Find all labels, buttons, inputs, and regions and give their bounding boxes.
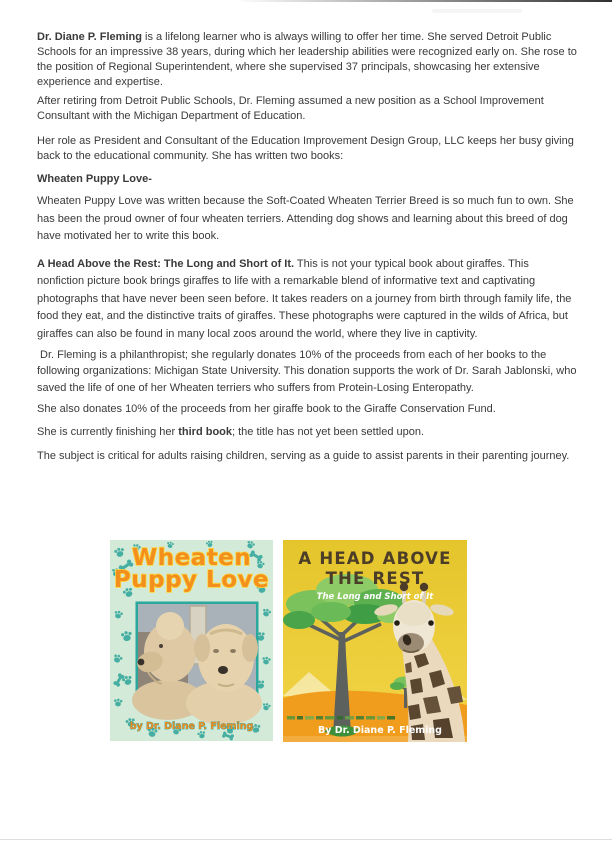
book-cover-wheaten-puppy-love [110, 540, 273, 741]
paragraph-text: Wheaten Puppy Love was written because the Soft-Coated Wheaten Terrier Breed is so much fun to own. She has been the proud owner of four wheaten terriers. Attending dog shows and learning about this breed of dog have motivated her to write this book. [37, 195, 574, 242]
role-paragraph [37, 134, 578, 164]
paragraph-text: ; the title has not yet been settled upon. [232, 425, 425, 438]
paragraph-text: Her role as President and Consultant of the Education Improvement Design Group, LLC keeps her busy giving back to the educational community. She has written two books: [37, 135, 574, 162]
paragraph-text: is a lifelong learner who is always willing to offer her time. She served Detroit Public Schools for an impressive 38 years, during which her leadership abilities were recognized early on. She rose to the position of Regional Superintendent, where she supervised 37 principals, showcasing her extensive experience and expertise. [37, 31, 577, 88]
giraffe-book-paragraph [37, 256, 578, 344]
paragraph-bold-text: third book [178, 425, 233, 438]
heading-wheaten-puppy-love [37, 172, 578, 187]
philanthropy-paragraph [37, 347, 578, 396]
scan-artifact-smudge [432, 9, 522, 13]
book-covers [110, 540, 467, 742]
wheaten-book-paragraph [37, 193, 578, 246]
giraffe-eye [394, 620, 400, 626]
wheaten-book-title [114, 545, 269, 593]
third-book-paragraph [37, 424, 578, 440]
heading-bold-text: Wheaten Puppy Love- [37, 173, 152, 185]
scan-artifact-top-line [235, 0, 612, 2]
paragraph-bold-text: Dr. Diane P. Fleming [37, 31, 142, 43]
paragraph-text: She is currently finishing her [37, 425, 179, 438]
giraffe-title-line2: THE REST [325, 569, 425, 588]
giraffe-title-line1: A HEAD ABOVE [298, 549, 452, 568]
giraffe-donation-paragraph [37, 401, 578, 417]
scan-artifact-bottom-line [0, 839, 612, 841]
wheaten-title-line2: Puppy Love [113, 567, 270, 593]
wheaten-title-line1: Wheaten [131, 545, 252, 571]
paragraph-text: Dr. Fleming is a philanthropist; she regularly donates 10% of the proceeds from each of her books to the following organizations: Michigan State University. This donation supports the work of Dr. Sarah Jablonski, who saved the life of one of her Wheaten terriers who suffers from Protein-Losing Enteropathy. [37, 349, 577, 394]
bio-paragraph [37, 30, 578, 90]
book-cover-head-above-the-rest [283, 540, 467, 742]
paragraph-text: After retiring from Detroit Public Schools, Dr. Fleming assumed a new position as a School Improvement Consultant with the Michigan Department of Education. [37, 95, 544, 122]
paragraph-text: This is not your typical book about giraffes. This nonfiction picture book brings giraffes to life with a remarkable blend of informative text and captivating photographs that have never been seen before. It takes readers on a journey from birth through family life, the food they eat, and the distinctive traits of giraffes. These photographs were captured in the wilds of Africa, but giraffes can also be found in many local zoos around the world, where they live in captivity. [37, 257, 572, 340]
terriers-photo [132, 602, 262, 726]
retirement-paragraph [37, 94, 578, 124]
document-text [37, 30, 578, 466]
giraffe-eye [428, 620, 434, 626]
wheaten-author-text: by Dr. Diane P. Fleming [129, 721, 254, 732]
paragraph-text: The subject is critical for adults raising children, serving as a guide to assist parents in their parenting journey. [37, 450, 570, 463]
subject-paragraph [37, 448, 578, 466]
giraffe-subtitle: The Long and Short of It [316, 592, 434, 602]
paragraph-bold-text: A Head Above the Rest: The Long and Short of It. [37, 257, 295, 270]
paragraph-text: She also donates 10% of the proceeds from her giraffe book to the Giraffe Conservation Fund. [37, 403, 496, 416]
giraffe-author-text: By Dr. Diane P. Fleming [318, 725, 442, 736]
giraffe-muzzle [398, 633, 424, 653]
